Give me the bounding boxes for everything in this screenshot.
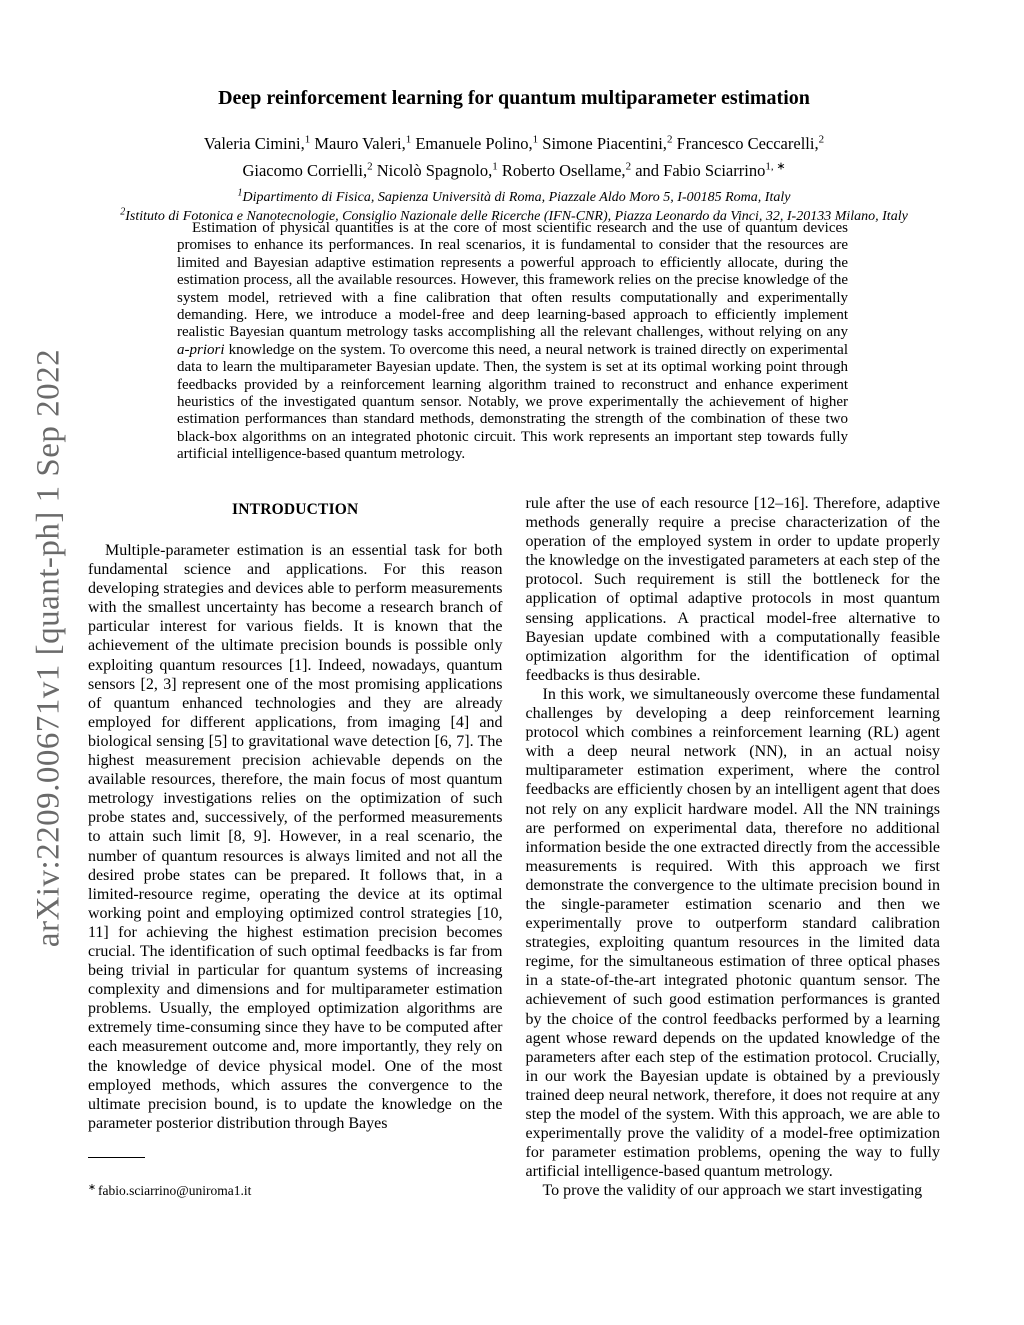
abstract-segment: knowledge on the system. To overcome this need, a neural network is trained directly on experimental data to learn the multiparameter Bayesian update. Then, the system is set at its optimal working point through feedbacks provided by a reinforcement learning algorithm trained to reconstruct and enhance experiment heuristics of the investigated quantum sensor. Notably, we prove experimentally the achievement of higher estimation performances than standard methods, demonstrating the strength of the combination of these two black-box algorithms on an integrated photonic circuit. This work represents an important step towards fully artificial intelligence-based quantum metrology. — [177, 341, 848, 463]
author-affiliation-mark: 1 — [405, 133, 412, 146]
affiliation-line: $^1$Dipartimento di Fisica, Sapienza Università di Roma, Piazzale Aldo Moro 5, I-00185 Roma, Italy — [237, 187, 791, 205]
section-heading-introduction: INTRODUCTION — [232, 501, 359, 518]
intro-paragraph: Multiple-parameter estimation is an essential task for both fundamental science and applications. For this reason developing strategies and devices able to perform measurements with the smallest uncertainty has become a research branch of particular interest for various fields. It is known that the achievement of the ultimate precision bounds is possible only exploiting quantum resources [1]. Indeed, nowadays, quantum sensors [2, 3] represent one of the most promising applications of quantum enhanced technologies and they are already employed for different applications, from imaging [4] and biological sensing [5] to gravitational wave detection [6, 7]. The highest measurement precision achievable depends on the available resources, therefore, the main focus of most quantum metrology investigations relies on the optimization of such probe states and, successively, of the performed measurements to attain such limit [8, 9]. However, in a real scenario, the number of quantum resources is always limited and not all the desired probe states can be prepared. It follows that, in a limited-resource regime, operating the device at its optimal working point and employing optimized control strategies [10, 11] for achieving the highest estimation precision becomes crucial. The identification of such optimal feedbacks is far from being trivial in particular for quantum systems of increasing complexity and dimensions and for multiparameter estimation problems. Usually, the employed optimization algorithms are extremely time-consuming since they have to be computed after each measurement outcome and, more importantly, they rely on the knowledge of device physical model. One of the most employed methods, which assures the convergence to the ultimate precision bound, is to update the knowledge on the parameter posterior distribution through Bayes — [88, 542, 503, 1132]
footnote — [88, 1157, 502, 1199]
author-affiliation-mark: 1 — [492, 160, 498, 173]
author-name: Simone Piacentini, — [542, 134, 667, 153]
paper-header — [88, 86, 940, 226]
authors-line-1 — [88, 130, 940, 157]
author-affiliation-mark: 2 — [818, 133, 825, 146]
two-column-body — [88, 494, 940, 1200]
abstract-italic-segment: a-priori — [177, 341, 225, 358]
author-affiliation-mark: 1 — [532, 133, 539, 146]
author-affiliation-mark: 1, ∗ — [765, 160, 786, 173]
body-paragraph: In this work, we simultaneously overcome these fundamental challenges by developing a deep reinforcement learning protocol which combines a reinforcement learning (RL) agent with a deep neural network (NN), in an actual noisy multiparameter estimation experiment, where the control feedbacks are efficiently chosen by an intelligent agent that does not rely on any explicit hardware model. All the NN trainings are performed on experimental data, therefore no additional information beside the one extracted directly from the accessible measurements is required. With this approach we first demonstrate the convergence to the ultimate precision bound in the single-parameter estimation scenario and then we experimentally prove to outperform standard calibration strategies, exploiting quantum resources in the limited data regime, for the simultaneous estimation of three optical phases in a state-of-the-art integrated photonic quantum sensor. The achievement of such good estimation performances is granted by the choice of the control feedbacks performed by a learning agent whose reward depends on the updated knowledge of the parameters after each step of the estimation protocol. Crucially, in our work the Bayesian update is obtained by a previously trained deep neural network, therefore, it does not require at any step the model of the system. With this approach, we are able to experimentally prove the validity of a model-free optimization for parameter estimation problems, opening the way to fully artificial intelligence-based quantum metrology. — [525, 685, 940, 1181]
author-affiliation-mark: 1 — [304, 133, 311, 146]
right-column — [526, 494, 941, 1200]
authors-line-2 — [88, 157, 940, 184]
footnote-text — [88, 1182, 502, 1199]
author-name: Roberto Osellame, — [501, 161, 626, 180]
footnote-email: fabio.sciarrino@uniroma1.it — [97, 1183, 252, 1198]
affiliation-line: $^2$Istituto di Fotonica e Nanotecnologie, Consiglio Nazionale delle Ricerche (IFN-CNR), Piazza Leonardo da Vinci, 32, I-20133 Milano, Italy — [120, 205, 908, 224]
body-paragraph: rule after the use of each resource [12–16]. Therefore, adaptive methods generally require a precise characterization of the operation of the employed system in order to update properly the knowledge on the investigated parameters at each step of the protocol. Such requirement is still the bottleneck for the application of optimal adaptive protocols in most quantum sensing applications. A practical model-free alternative to Bayesian update combined with a computationally feasible optimization algorithm for the identification of optimal feedbacks is thus desirable. — [525, 495, 940, 684]
author-affiliation-mark: 2 — [666, 133, 673, 146]
author-name: Mauro Valeri, — [314, 134, 406, 153]
paper-title: Deep reinforcement learning for quantum multiparameter estimation — [218, 87, 810, 109]
author-name: Valeria Cimini, — [203, 134, 305, 153]
author-affiliation-mark: 2 — [367, 160, 373, 173]
author-name: and Fabio Sciarrino — [635, 161, 766, 180]
author-affiliation-mark: 2 — [625, 160, 632, 173]
abstract — [177, 220, 848, 464]
footnote-rule — [88, 1157, 145, 1158]
author-name: Giacomo Corrielli, — [242, 161, 368, 180]
arxiv-watermark: arXiv:2209.00671v1 [quant-ph] 1 Sep 2022 — [30, 348, 67, 948]
footnote-marker: ∗ — [88, 1182, 96, 1193]
author-name: Nicolò Spagnolo, — [376, 161, 493, 180]
body-paragraph: To prove the validity of our approach we start investigating — [542, 1182, 923, 1200]
left-column — [88, 494, 503, 1200]
abstract-segment: Estimation of physical quantities is at the core of most scientific research and the use of quantum devices promises to enhance its performances. In real scenarios, it is fundamental to consider that the resources are limited and Bayesian adaptive estimation represents a powerful approach to efficiently allocate, during the estimation process, all the available resources. However, this framework relies on the precise knowledge of the system model, retrieved with a fine calibration that often results computationally and experimentally demanding. Here, we introduce a model-free and deep learning-based approach to efficiently implement realistic Bayesian quantum metrology tasks accomplishing all the relevant challenges, without relying on any — [177, 220, 848, 341]
author-name: Emanuele Polino, — [415, 134, 533, 153]
author-name: Francesco Ceccarelli, — [676, 134, 819, 153]
